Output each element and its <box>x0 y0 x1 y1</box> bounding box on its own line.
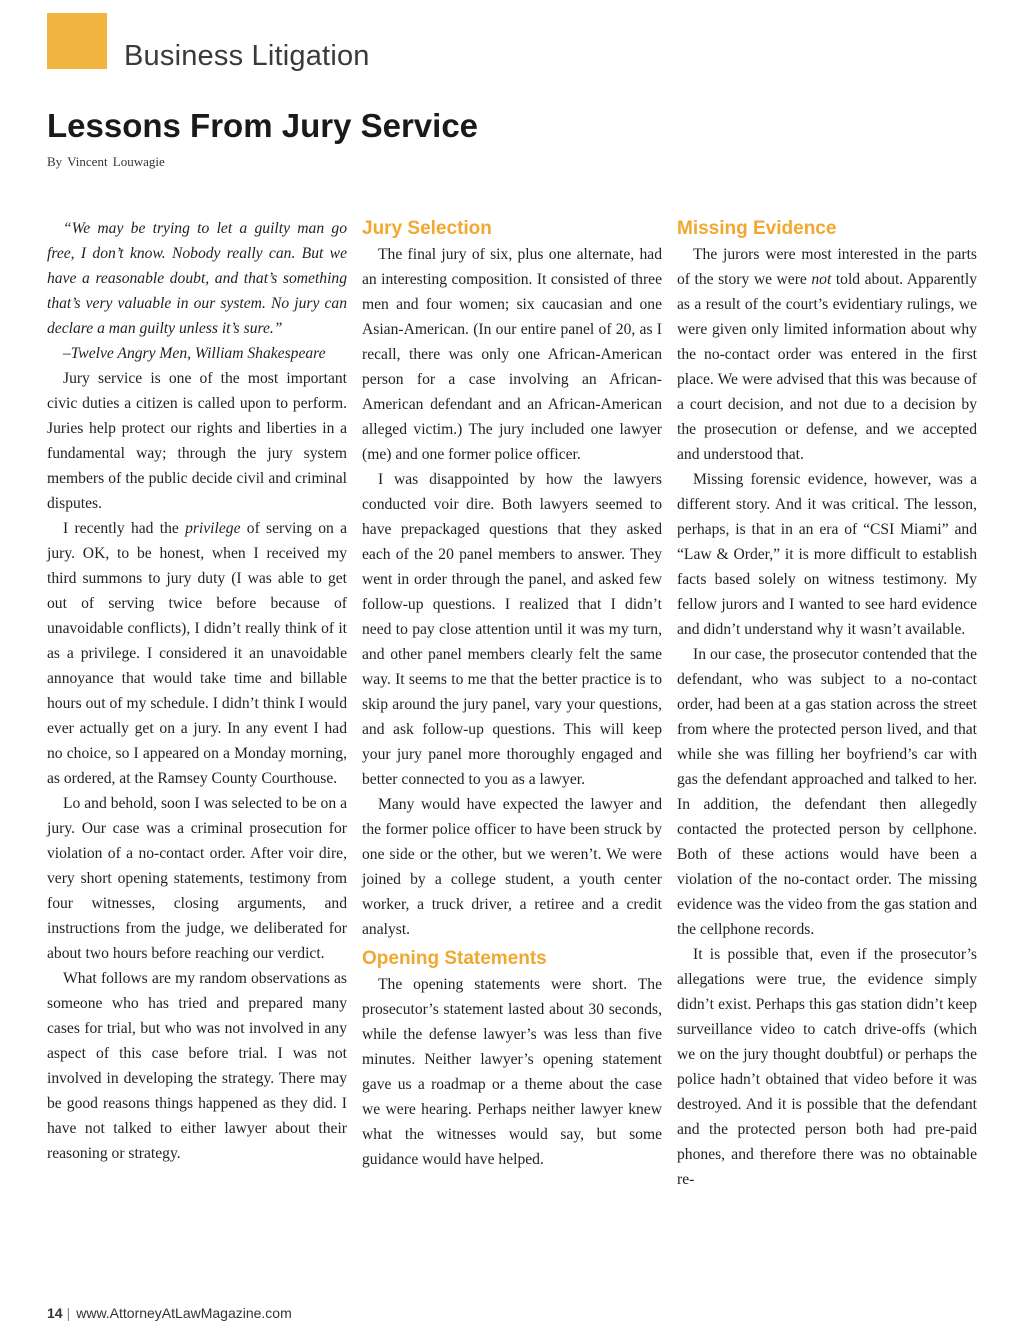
footer-separator: | <box>66 1305 71 1321</box>
byline: By Vincent Louwagie <box>47 154 165 169</box>
paragraph: Jury service is one of the most important civic duties a citizen is called upon to perform. Juries help protect our rights and liberties in a fundamental way; through the jury system members of the public decide civil and criminal disputes. <box>47 370 347 512</box>
paragraph: Many would have expected the lawyer and the former police officer to have been struck by one side or the other, but we weren’t. We were joined by a college student, a youth center worker, a truck driver, a retiree and a credit analyst. <box>362 796 662 938</box>
section-color-tab <box>47 13 107 69</box>
column-2 <box>362 216 662 1172</box>
heading-missing-evidence: Missing Evidence <box>677 218 837 239</box>
epigraph-attribution: –Twelve Angry Men, William Shakespeare <box>63 345 326 362</box>
paragraph: I recently had the privilege of serving on a jury. OK, to be honest, when I received my third summons to jury duty (I was able to get out of serving twice before because of unavoidable conflicts), I didn’t really think of it as a privilege. I considered it an unavoidable annoyance that would take time and billable hours out of my schedule. I didn’t think I would ever actually get on a jury. In any event I had no choice, so I appeared on a Monday morning, as ordered, at the Ramsey County Courthouse. <box>47 520 347 787</box>
page-number: 14 <box>47 1305 63 1321</box>
column-3 <box>677 216 977 1192</box>
emphasis: privilege <box>185 520 241 537</box>
epigraph-quote: “We may be trying to let a guilty man go free, I don’t know. Nobody really can. But we have a reasonable doubt, and that’s something that’s very valuable in our system. No jury can declare a man guilty unless it’s sure.” <box>47 220 347 337</box>
emphasis: not <box>811 271 832 288</box>
paragraph: In our case, the prosecutor contended that the defendant, who was subject to a no-contact order, had been at a gas station across the street from where the protected person lived, and that while she was filling her boyfriend’s car with gas the defendant approached and talked to her. In addition, the defendant then allegedly contacted the protected person by cellphone. Both of these actions would have been a violation of the no-contact order. The missing evidence was the video from the gas station and the cellphone records. <box>677 646 977 938</box>
paragraph: Lo and behold, soon I was selected to be on a jury. Our case was a criminal prosecution for violation of a no-contact order. After voir dire, very short opening statements, testimony from four witnesses, closing arguments, and instructions from the judge, we deliberated for about two hours before reaching our verdict. <box>47 795 347 962</box>
website-link[interactable]: www.AttorneyAtLawMagazine.com <box>76 1305 292 1321</box>
paragraph: Missing forensic evidence, however, was a different story. And it was critical. The lesson, perhaps, is that in an era of “CSI Miami” and “Law & Order,” it is more difficult to establish facts based solely on witness testimony. My fellow jurors and I wanted to see hard evidence and didn’t understand why it wasn’t available. <box>677 471 977 638</box>
paragraph: I was disappointed by how the lawyers conducted voir dire. Both lawyers seemed to have prepackaged questions that they asked each of the 20 panel members to answer. They went in order through the panel, and asked few follow-up questions. I realized that I didn’t need to pay close attention until it was my turn, and other panel members clearly felt the same way. It seems to me that the better practice is to skip around the jury panel, vary your questions, and ask follow-up questions. This will keep your jury panel more thoroughly engaged and better connected to you as a lawyer. <box>362 471 662 788</box>
page-footer <box>47 1305 292 1321</box>
paragraph: The jurors were most interested in the parts of the story we were not told about. Apparently as a result of the court’s evidentiary rulings, we were given only limited information about why the no-contact order was entered in the first place. We were advised that this was because of a court decision, and not due to a decision by the prosecution or defense, and we accepted and understood that. <box>677 246 977 463</box>
heading-opening-statements: Opening Statements <box>362 948 547 969</box>
column-1 <box>47 216 347 1166</box>
section-label: Business Litigation <box>124 40 370 72</box>
paragraph: The final jury of six, plus one alternate, had an interesting composition. It consisted of three men and four women; six caucasian and one Asian-American. (In our entire panel of 20, as I recall, there was only one African-American person for a case involving an African-American defendant and an African-American alleged victim.) The jury included one lawyer (me) and one former police officer. <box>362 246 662 463</box>
paragraph: The opening statements were short. The prosecutor’s statement lasted about 30 seconds, while the defense lawyer’s was less than five minutes. Neither lawyer’s opening statement gave us a roadmap or a theme about the case we were hearing. Perhaps neither lawyer knew what the witnesses would say, but some guidance would have helped. <box>362 976 662 1168</box>
heading-jury-selection: Jury Selection <box>362 218 492 239</box>
article-title: Lessons From Jury Service <box>47 107 479 144</box>
paragraph: It is possible that, even if the prosecutor’s allegations were true, the evidence simply didn’t exist. Perhaps this gas station didn’t keep surveillance video to catch drive-offs (which we on the jury thought doubtful) or perhaps the police hadn’t obtained that video before it was destroyed. And it is possible that the defendant and the protected person both had pre-paid phones, and therefore there was no obtainable re- <box>677 946 977 1188</box>
paragraph: What follows are my random observations as someone who has tried and prepared many cases for trial, but who was not involved in any aspect of this case before trial. I was not involved in developing the strategy. There may be good reasons things happened as they did. I have not talked to either lawyer about their reasoning or strategy. <box>47 970 347 1162</box>
